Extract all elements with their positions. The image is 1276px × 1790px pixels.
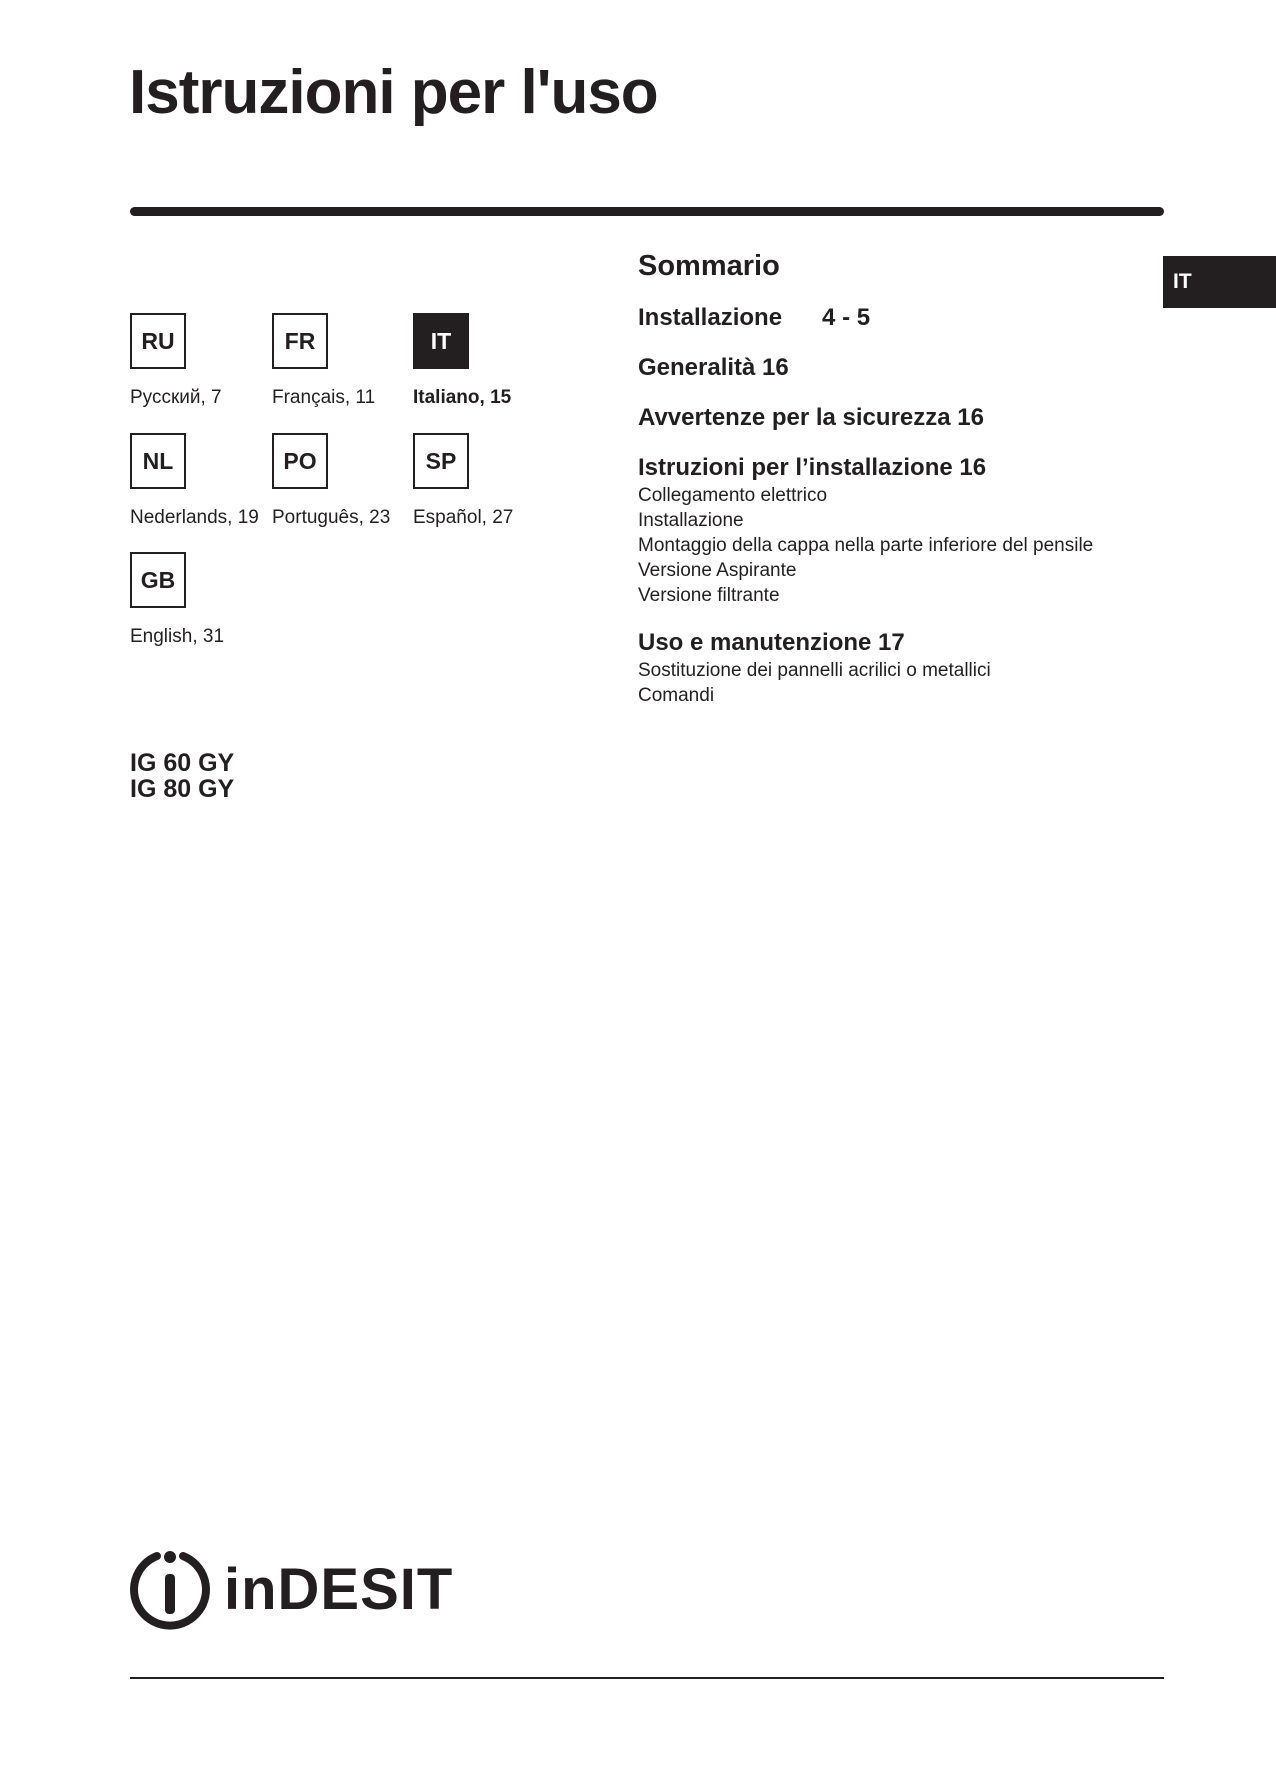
model-list [130, 750, 234, 802]
toc-section-avvertenze[interactable] [638, 403, 1158, 433]
lang-label-sp[interactable]: Español, 27 [413, 507, 514, 528]
toc-subitem[interactable]: Installazione [638, 510, 744, 531]
toc-subitem[interactable]: Sostituzione dei pannelli acrilici o metallici [638, 660, 991, 681]
lang-label-po[interactable]: Português, 23 [272, 507, 391, 528]
model-name: IG 80 GY [130, 775, 235, 803]
toc-section-title: Istruzioni per l’installazione 16 [638, 454, 987, 481]
lang-box-sp[interactable]: SP [413, 433, 469, 489]
toc-section-title: Avvertenze per la sicurezza 16 [638, 404, 984, 431]
lang-label-it[interactable]: Italiano, 15 [413, 387, 512, 408]
toc-section-title: Generalità 16 [638, 354, 789, 381]
model-name: IG 60 GY [130, 749, 235, 777]
lang-box-nl[interactable]: NL [130, 433, 186, 489]
language-side-tab: IT [1163, 256, 1276, 308]
table-of-contents [638, 250, 1158, 728]
brand-name: inDESIT [224, 1557, 454, 1622]
indesit-i-icon [128, 1548, 212, 1632]
lang-label-gb[interactable]: English, 31 [130, 626, 225, 647]
lang-box-gb[interactable]: GB [130, 552, 186, 608]
lang-box-fr[interactable]: FR [272, 313, 328, 369]
toc-section-generalita[interactable] [638, 353, 1158, 383]
toc-section-title: Installazione [638, 304, 783, 331]
header-divider [130, 207, 1164, 216]
toc-section-pages: 4 - 5 [822, 304, 871, 331]
lang-label-fr[interactable]: Français, 11 [272, 387, 376, 408]
toc-heading: Sommario [638, 250, 780, 282]
toc-subitem[interactable]: Montaggio della cappa nella parte inferiore del pensile [638, 535, 1094, 556]
toc-subitem[interactable]: Comandi [638, 685, 715, 706]
brand-logo [128, 1548, 453, 1632]
toc-section-installazione[interactable] [638, 303, 1158, 333]
toc-subitem[interactable]: Versione Aspirante [638, 560, 797, 581]
toc-section-title: Uso e manutenzione 17 [638, 629, 905, 656]
toc-subitem[interactable]: Collegamento elettrico [638, 485, 828, 506]
toc-section-uso-manutenzione[interactable] [638, 628, 1158, 708]
toc-section-istruzioni-installazione[interactable] [638, 453, 1158, 608]
footer-divider [130, 1677, 1164, 1679]
lang-label-ru[interactable]: Русский, 7 [130, 387, 222, 408]
lang-label-nl[interactable]: Nederlands, 19 [130, 507, 259, 528]
page-title: Istruzioni per l'uso [129, 58, 658, 127]
toc-subitem[interactable]: Versione filtrante [638, 585, 780, 606]
lang-box-it[interactable]: IT [413, 313, 469, 369]
lang-box-ru[interactable]: RU [130, 313, 186, 369]
lang-box-po[interactable]: PO [272, 433, 328, 489]
